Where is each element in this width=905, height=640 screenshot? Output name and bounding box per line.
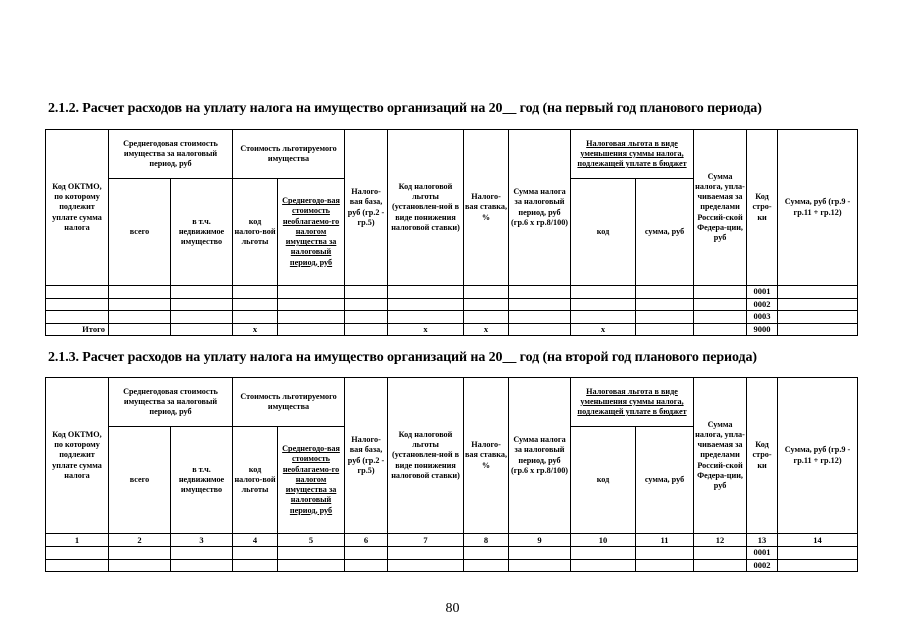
header-tax-sum: Сумма налога за налоговый период, руб (гр.6 x гр.8/100) (509, 130, 571, 286)
line-code-cell: 0001 (747, 286, 778, 299)
section-title-second-year: 2.1.3. Расчет расходов на уплату налога на имущество организаций на 20__ год (на второй год планового периода) (48, 350, 757, 365)
header-tax-sum: Сумма налога за налоговый период, руб (гр.6 x гр.8/100) (509, 378, 571, 534)
header-reduction-code: код (571, 179, 636, 286)
header-row-top (46, 378, 858, 427)
table-row (46, 298, 858, 311)
tax-calculation-table-first-year (45, 129, 858, 336)
header-tax-base: Налого-вая база, руб (гр.2 - гр.5) (345, 378, 388, 534)
page-number: 80 (445, 601, 460, 616)
section-title-first-year: 2.1.2. Расчет расходов на уплату налога на имущество организаций на 20__ год (на первый год планового периода) (48, 101, 762, 116)
column-number: 5 (278, 534, 345, 547)
header-benefit-code-small: код налого-вой льготы (233, 427, 278, 534)
column-number-row (46, 534, 858, 547)
column-number: 13 (747, 534, 778, 547)
header-tax-rate: Налого-вая ставка, % (464, 378, 509, 534)
header-payable-abroad: Сумма налога, упла-чиваемая за пределами Россий-ской Федера-ции, руб (694, 130, 747, 286)
header-average-total: всего (109, 179, 171, 286)
tax-calculation-table-second-year (45, 377, 858, 572)
header-benefit-value: Среднегодо-вая стоимость необлагаемо-го налогом имущества за налоговый период, руб (278, 427, 345, 534)
column-number: 1 (46, 534, 109, 547)
header-reduction-sum: сумма, руб (636, 179, 694, 286)
table-row (46, 286, 858, 299)
header-tax-base: Налого-вая база, руб (гр.2 - гр.5) (345, 130, 388, 286)
line-code-cell: 9000 (747, 323, 778, 336)
header-benefit-property-group: Стоимость льготируемого имущества (233, 378, 345, 427)
header-reduction-group: Налоговая льгота в виде уменьшения суммы налога, подлежащей уплате в бюджет (571, 130, 694, 179)
header-average-value-group: Среднегодовая стоимость имущества за налоговый период, руб (109, 130, 233, 179)
column-number: 8 (464, 534, 509, 547)
table-row (46, 311, 858, 324)
header-benefit-code: Код налоговой льготы (установлен-ной в виде понижения налоговой ставки) (388, 130, 464, 286)
total-mark: x (571, 323, 636, 336)
header-benefit-property-group: Стоимость льготируемого имущества (233, 130, 345, 179)
total-mark: x (388, 323, 464, 336)
line-code-cell: 0002 (747, 298, 778, 311)
column-number: 14 (778, 534, 858, 547)
column-number: 11 (636, 534, 694, 547)
table-row (46, 559, 858, 572)
total-row (46, 323, 858, 336)
header-tax-rate: Налого-вая ставка, % (464, 130, 509, 286)
total-mark: x (464, 323, 509, 336)
header-benefit-code: Код налоговой льготы (установлен-ной в виде понижения налоговой ставки) (388, 378, 464, 534)
column-number: 12 (694, 534, 747, 547)
line-code-cell: 0003 (747, 311, 778, 324)
header-row-top (46, 130, 858, 179)
header-reduction-sum: сумма, руб (636, 427, 694, 534)
header-average-realestate: в т.ч. недвижимое имущество (171, 427, 233, 534)
header-benefit-value: Среднегодо-вая стоимость необлагаемо-го налогом имущества за налоговый период, руб (278, 179, 345, 286)
line-code-cell: 0002 (747, 559, 778, 572)
header-result-sum: Сумма, руб (гр.9 - гр.11 + гр.12) (778, 130, 858, 286)
column-number: 10 (571, 534, 636, 547)
header-average-realestate: в т.ч. недвижимое имущество (171, 179, 233, 286)
total-label: Итого (46, 323, 109, 336)
total-mark: x (233, 323, 278, 336)
header-reduction-code: код (571, 427, 636, 534)
header-payable-abroad: Сумма налога, упла-чиваемая за пределами Россий-ской Федера-ции, руб (694, 378, 747, 534)
header-benefit-code-small: код налого-вой льготы (233, 179, 278, 286)
header-result-sum: Сумма, руб (гр.9 - гр.11 + гр.12) (778, 378, 858, 534)
column-number: 9 (509, 534, 571, 547)
column-number: 6 (345, 534, 388, 547)
header-average-value-group: Среднегодовая стоимость имущества за налоговый период, руб (109, 378, 233, 427)
header-line-code: Код стро-ки (747, 378, 778, 534)
column-number: 4 (233, 534, 278, 547)
column-number: 3 (171, 534, 233, 547)
line-code-cell: 0001 (747, 547, 778, 560)
header-average-total: всего (109, 427, 171, 534)
header-oktmo: Код ОКТМО, по которому подлежит уплате сумма налога (46, 378, 109, 534)
column-number: 7 (388, 534, 464, 547)
header-oktmo: Код ОКТМО, по которому подлежит уплате сумма налога (46, 130, 109, 286)
header-reduction-group: Налоговая льгота в виде уменьшения суммы налога, подлежащей уплате в бюджет (571, 378, 694, 427)
header-line-code: Код стро-ки (747, 130, 778, 286)
column-number: 2 (109, 534, 171, 547)
table-row (46, 547, 858, 560)
